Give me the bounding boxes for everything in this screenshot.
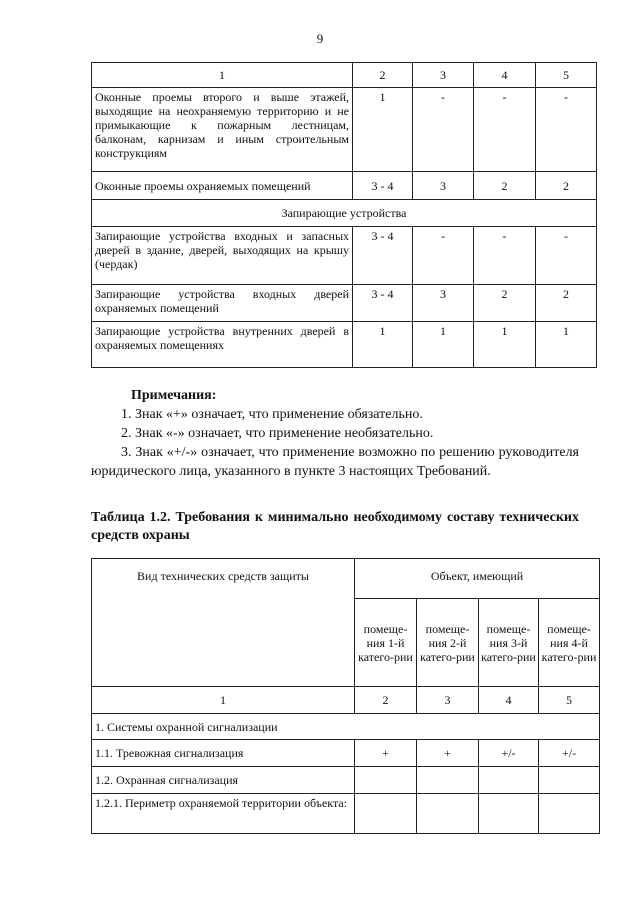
row-value: + — [417, 740, 479, 767]
row-value: 3 - 4 — [353, 172, 413, 200]
row-value: 3 — [413, 285, 474, 322]
row-value — [355, 794, 417, 834]
notes-section — [91, 386, 579, 481]
row-value: 2 — [536, 172, 597, 200]
row-value: 1 — [474, 322, 536, 368]
page-number: 9 — [316, 31, 324, 46]
row-label: 1.1. Тревожная сигнализация — [92, 740, 355, 767]
table-row — [92, 88, 597, 172]
column-number: 1 — [92, 687, 355, 714]
table-technical-security-means — [91, 558, 600, 834]
category-header: помеще-ния 2-й катего-рии — [417, 599, 479, 687]
column-group-header: Объект, имеющий — [355, 559, 600, 599]
row-value: - — [413, 227, 474, 285]
note-item: 1. Знак «+» означает, что применение обязательно. — [121, 407, 423, 422]
table-row — [92, 322, 597, 368]
row-value: + — [355, 740, 417, 767]
section-row — [92, 714, 600, 740]
section-title: Запирающие устройства — [92, 200, 597, 227]
column-number: 3 — [417, 687, 479, 714]
table-caption: Таблица 1.2. Требования к минимально необходимому составу технических средств охраны — [91, 510, 579, 543]
row-value: - — [536, 88, 597, 172]
table-header-row — [92, 63, 597, 88]
column-number-row — [92, 687, 600, 714]
column-header-means: Вид технических средств защиты — [92, 559, 355, 687]
row-label: Запирающие устройства входных и запасных дверей в здание, дверей, выходящих на крышу (чердак) — [92, 227, 353, 285]
row-label: Запирающие устройства внутренних дверей в охраняемых помещениях — [92, 322, 353, 368]
row-value — [417, 767, 479, 794]
row-value — [479, 794, 539, 834]
header-cell: 4 — [474, 63, 536, 88]
row-value — [539, 767, 600, 794]
table-row — [92, 767, 600, 794]
section-title: 1. Системы охранной сигнализации — [92, 714, 600, 740]
row-value — [539, 794, 600, 834]
table-window-door-requirements — [91, 62, 597, 368]
row-value: 2 — [474, 172, 536, 200]
table-row — [92, 285, 597, 322]
table-header-row — [92, 559, 600, 599]
header-cell: 5 — [536, 63, 597, 88]
row-value: 3 — [413, 172, 474, 200]
row-value: 1 — [536, 322, 597, 368]
row-value: - — [413, 88, 474, 172]
note-item: 3. Знак «+/-» означает, что применение возможно по решению руководителя юридического лица, указанного в пункте 3 настоящих Требований. — [91, 445, 579, 479]
row-value: 2 — [536, 285, 597, 322]
table-row — [92, 227, 597, 285]
row-value: 1 — [353, 88, 413, 172]
header-cell: 2 — [353, 63, 413, 88]
header-cell: 3 — [413, 63, 474, 88]
row-value — [355, 767, 417, 794]
notes-title: Примечания: — [131, 388, 217, 403]
category-header: помеще-ния 3-й катего-рии — [479, 599, 539, 687]
row-value: - — [474, 88, 536, 172]
table-row — [92, 794, 600, 834]
row-label: 1.2. Охранная сигнализация — [92, 767, 355, 794]
header-cell: 1 — [92, 63, 353, 88]
section-row — [92, 200, 597, 227]
row-label: Оконные проемы охраняемых помещений — [92, 172, 353, 200]
row-value — [417, 794, 479, 834]
column-number: 4 — [479, 687, 539, 714]
table-row — [92, 172, 597, 200]
row-value: - — [536, 227, 597, 285]
row-value: 1 — [413, 322, 474, 368]
row-value: +/- — [539, 740, 600, 767]
row-value: 3 - 4 — [353, 227, 413, 285]
note-item: 2. Знак «-» означает, что применение необязательно. — [121, 426, 434, 441]
column-number: 2 — [355, 687, 417, 714]
row-label: Оконные проемы второго и выше этажей, выходящие на неохраняемую территорию и не примыкающие к пожарным лестницам, балконам, карнизам и иным строительным конструкциям — [92, 88, 353, 172]
row-value: 3 - 4 — [353, 285, 413, 322]
table-row — [92, 740, 600, 767]
row-value: - — [474, 227, 536, 285]
column-number: 5 — [539, 687, 600, 714]
row-value — [479, 767, 539, 794]
row-label: Запирающие устройства входных дверей охраняемых помещений — [92, 285, 353, 322]
row-label: 1.2.1. Периметр охраняемой территории объекта: — [92, 794, 355, 834]
row-value: 2 — [474, 285, 536, 322]
category-header: помеще-ния 1-й катего-рии — [355, 599, 417, 687]
row-value: +/- — [479, 740, 539, 767]
category-header: помеще-ния 4-й катего-рии — [539, 599, 600, 687]
row-value: 1 — [353, 322, 413, 368]
